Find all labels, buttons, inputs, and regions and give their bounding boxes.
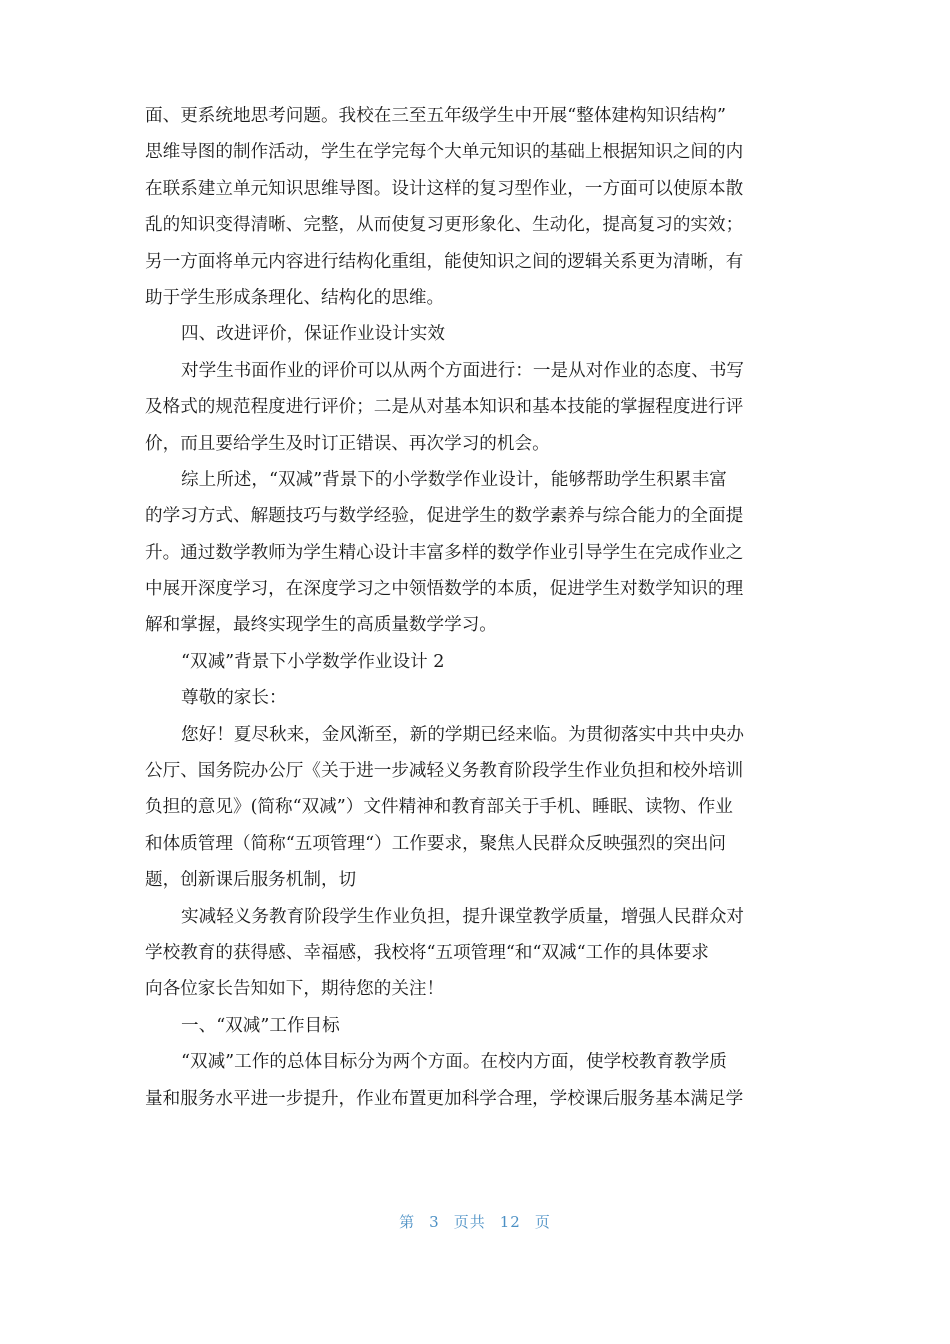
paragraph-line: 助于学生形成条理化、结构化的思维。 — [145, 287, 445, 308]
document-body — [145, 98, 810, 1117]
paragraph-line: 在联系建立单元知识思维导图。设计这样的复习型作业，一方面可以使原本散 — [145, 178, 744, 199]
paragraph-line: 思维导图的制作活动，学生在学完每个大单元知识的基础上根据知识之间的内 — [145, 142, 744, 163]
paragraph-line: 和体质管理（简称“五项管理“）工作要求，聚焦人民群众反映强烈的突出问 — [145, 833, 726, 854]
section-heading: 一、“双减”工作目标 — [181, 1015, 340, 1036]
paragraph-line: 向各位家长告知如下，期待您的关注！ — [145, 979, 445, 1000]
paragraph-line: 您好！夏尽秋来，金风渐至，新的学期已经来临。为贯彻落实中共中央办 — [181, 724, 745, 745]
page-label-mid: 页共 — [453, 1213, 486, 1231]
paragraph-line: 解和掌握，最终实现学生的高质量数学学习。 — [145, 615, 497, 636]
paragraph-line: 乱的知识变得清晰、完整，从而使复习更形象化、生动化，提高复习的实效； — [145, 215, 744, 236]
paragraph-line: 综上所述，“双减”背景下的小学数学作业设计，能够帮助学生积累丰富 — [181, 469, 727, 490]
paragraph-line: 实减轻义务教育阶段学生作业负担，提升课堂教学质量，增强人民群众对 — [181, 906, 745, 927]
page-number-footer — [0, 1211, 950, 1232]
paragraph-line: 中展开深度学习，在深度学习之中领悟数学的本质，促进学生对数学知识的理 — [145, 579, 744, 600]
paragraph-line: 价，而且要给学生及时订正错误、再次学习的机会。 — [145, 433, 550, 454]
page-label-prefix: 第 — [399, 1213, 416, 1231]
paragraph-line: 升。通过数学教师为学生精心设计丰富多样的数学作业引导学生在完成作业之 — [145, 542, 744, 563]
document-subtitle: “双减”背景下小学数学作业设计 2 — [181, 651, 445, 672]
paragraph-line: 对学生书面作业的评价可以从两个方面进行：一是从对作业的态度、书写 — [181, 360, 745, 381]
paragraph-line: 面、更系统地思考问题。我校在三至五年级学生中开展“整体建构知识结构” — [145, 106, 726, 126]
paragraph-line: 学校教育的获得感、幸福感，我校将“五项管理“和“双减“工作的具体要求 — [145, 942, 709, 963]
paragraph-line: 及格式的规范程度进行评价；二是从对基本知识和基本技能的掌握程度进行评 — [145, 397, 744, 418]
section-heading: 四、改进评价，保证作业设计实效 — [181, 324, 445, 345]
paragraph-line: 量和服务水平进一步提升，作业布置更加科学合理，学校课后服务基本满足学 — [145, 1088, 744, 1109]
paragraph-line: 题，创新课后服务机制，切 — [145, 870, 357, 891]
salutation: 尊敬的家长： — [181, 688, 287, 709]
page-label-suffix: 页 — [534, 1213, 551, 1231]
paragraph-line: 负担的意见》(简称“双减”）文件精神和教育部关于手机、睡眠、读物、作业 — [145, 797, 733, 818]
paragraph-line: 公厅、国务院办公厅《关于进一步减轻义务教育阶段学生作业负担和校外培训 — [145, 761, 744, 782]
current-page-number: 3 — [429, 1213, 440, 1231]
total-pages-number: 12 — [499, 1213, 521, 1231]
paragraph-line: “双减”工作的总体目标分为两个方面。在校内方面，使学校教育教学质 — [181, 1052, 727, 1073]
paragraph-line: 的学习方式、解题技巧与数学经验，促进学生的数学素养与综合能力的全面提 — [145, 506, 744, 527]
paragraph-line: 另一方面将单元内容进行结构化重组，能使知识之间的逻辑关系更为清晰，有 — [145, 251, 744, 272]
